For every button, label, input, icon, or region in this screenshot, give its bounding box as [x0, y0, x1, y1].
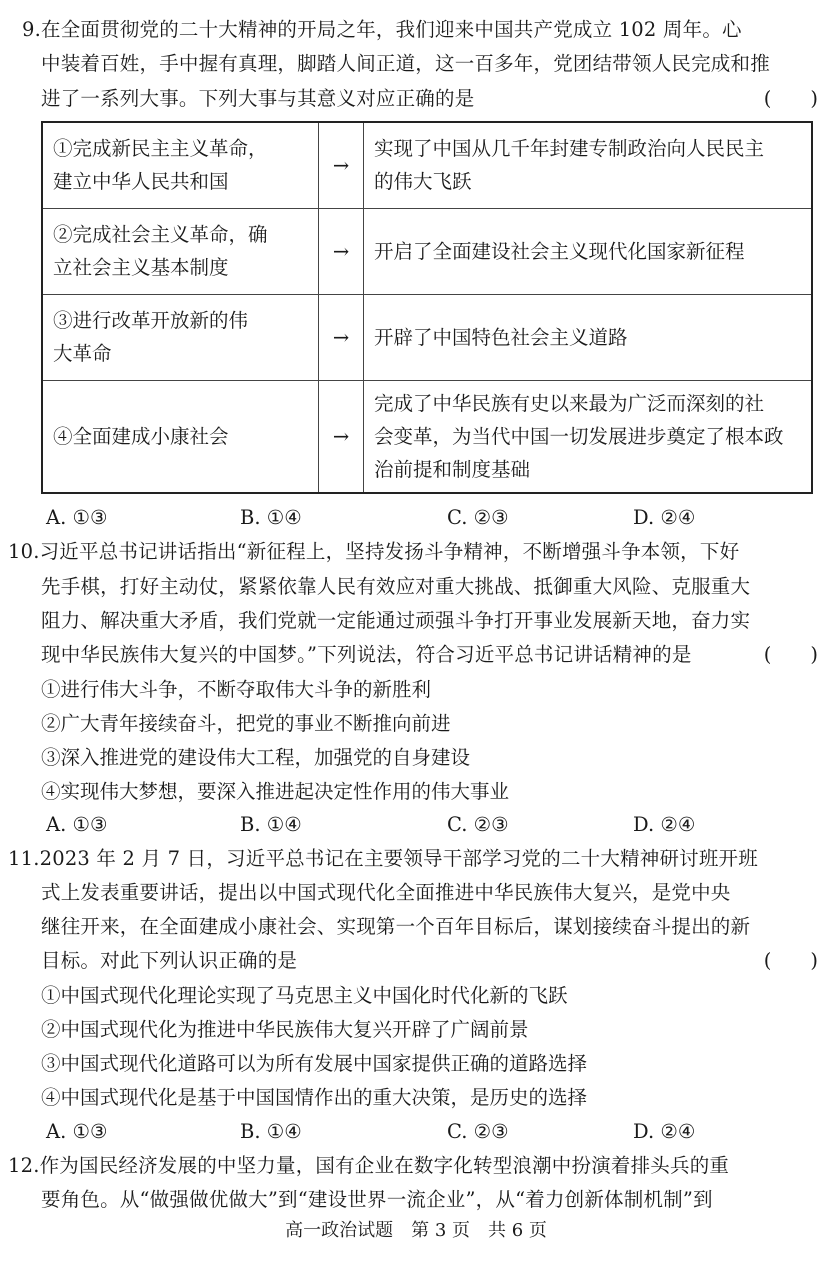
q12-line-2: 要角色。从“做强做优做大”到“建设世界一流企业”，从“着力创新体制机制”到	[41, 1188, 713, 1211]
meaning-cell: 完成了中华民族有史以来最为广泛而深刻的社 会变革，为当代中国一切发展进步奠定了根本政 治前提和制度基础	[364, 380, 813, 493]
table-row	[42, 380, 812, 493]
q11-option-c[interactable]: C. ②③	[447, 1120, 509, 1143]
q9-line-3: 进了一系列大事。下列大事与其意义对应正确的是	[41, 87, 475, 110]
arrow-icon: →	[319, 380, 364, 493]
table-row	[42, 122, 812, 208]
q9-answer-paren: ( )	[763, 87, 818, 110]
q10-option-d[interactable]: D. ②④	[633, 813, 696, 836]
q12-line-1: 12.作为国民经济发展的中坚力量，国有企业在数字化转型浪潮中扮演着排头兵的重	[8, 1154, 730, 1177]
q9-option-b[interactable]: B. ①④	[240, 506, 302, 529]
arrow-icon: →	[319, 294, 364, 380]
table-row	[42, 294, 812, 380]
q10-option-b[interactable]: B. ①④	[240, 813, 302, 836]
q10-option-a[interactable]: A. ①③	[46, 813, 108, 836]
q9-option-a[interactable]: A. ①③	[46, 506, 108, 529]
q9-line-2: 中装着百姓，手中握有真理，脚踏人间正道，这一百多年，党团结带领人民完成和推	[41, 52, 770, 75]
arrow-icon: →	[319, 208, 364, 294]
q10-item-3: ③深入推进党的建设伟大工程，加强党的自身建设	[41, 746, 471, 769]
q9-line-1: 9.在全面贯彻党的二十大精神的开局之年，我们迎来中国共产党成立 102 周年。心	[22, 18, 742, 41]
q10-line-3: 阻力、解决重大矛盾，我们党就一定能通过顽强斗争打开事业发展新天地，奋力实	[41, 609, 751, 632]
q9-option-c[interactable]: C. ②③	[447, 506, 509, 529]
q11-option-b[interactable]: B. ①④	[240, 1120, 302, 1143]
q10-line-2: 先手棋，打好主动仗，紧紧依靠人民有效应对重大挑战、抵御重大风险、克服重大	[41, 575, 751, 598]
event-cell: ①完成新民主主义革命， 建立中华人民共和国	[42, 122, 319, 208]
arrow-icon: →	[319, 122, 364, 208]
q11-answer-paren: ( )	[763, 949, 818, 972]
meaning-cell: 实现了中国从几千年封建专制政治向人民民主 的伟大飞跃	[364, 122, 813, 208]
q10-option-c[interactable]: C. ②③	[447, 813, 509, 836]
event-cell: ②完成社会主义革命，确 立社会主义基本制度	[42, 208, 319, 294]
q11-option-d[interactable]: D. ②④	[633, 1120, 696, 1143]
q11-line-4: 目标。对此下列认识正确的是	[41, 949, 298, 972]
meaning-cell: 开辟了中国特色社会主义道路	[364, 294, 813, 380]
page-footer: 高一政治试题 第 3 页 共 6 页	[285, 1220, 547, 1241]
q11-item-1: ①中国式现代化理论实现了马克思主义中国化时代化新的飞跃	[41, 984, 568, 1007]
meaning-cell: 开启了全面建设社会主义现代化国家新征程	[364, 208, 813, 294]
q11-line-1: 11.2023 年 2 月 7 日，习近平总书记在主要领导干部学习党的二十大精神研讨班开班	[8, 847, 758, 870]
q9-option-d[interactable]: D. ②④	[633, 506, 696, 529]
q10-item-2: ②广大青年接续奋斗，把党的事业不断推向前进	[41, 712, 451, 735]
q11-item-4: ④中国式现代化是基于中国国情作出的重大决策，是历史的选择	[41, 1086, 588, 1109]
q10-line-1: 10.习近平总书记讲话指出“新征程上，坚持发扬斗争精神，不断增强斗争本领，下好	[8, 540, 740, 563]
q11-line-3: 继往开来，在全面建成小康社会、实现第一个百年目标后，谋划接续奋斗提出的新	[41, 915, 751, 938]
q11-option-a[interactable]: A. ①③	[46, 1120, 108, 1143]
event-cell: ③进行改革开放新的伟 大革命	[42, 294, 319, 380]
event-cell: ④全面建成小康社会	[42, 380, 319, 493]
q10-answer-paren: ( )	[763, 643, 818, 666]
q11-item-3: ③中国式现代化道路可以为所有发展中国家提供正确的道路选择	[41, 1052, 588, 1075]
q9-events-table	[41, 121, 813, 494]
q11-item-2: ②中国式现代化为推进中华民族伟大复兴开辟了广阔前景	[41, 1018, 529, 1041]
table-row	[42, 208, 812, 294]
q10-item-1: ①进行伟大斗争，不断夺取伟大斗争的新胜利	[41, 678, 432, 701]
q10-item-4: ④实现伟大梦想，要深入推进起决定性作用的伟大事业	[41, 780, 510, 803]
q11-line-2: 式上发表重要讲话，提出以中国式现代化全面推进中华民族伟大复兴，是党中央	[41, 881, 731, 904]
q10-line-4: 现中华民族伟大复兴的中国梦。”下列说法，符合习近平总书记讲话精神的是	[41, 643, 692, 666]
